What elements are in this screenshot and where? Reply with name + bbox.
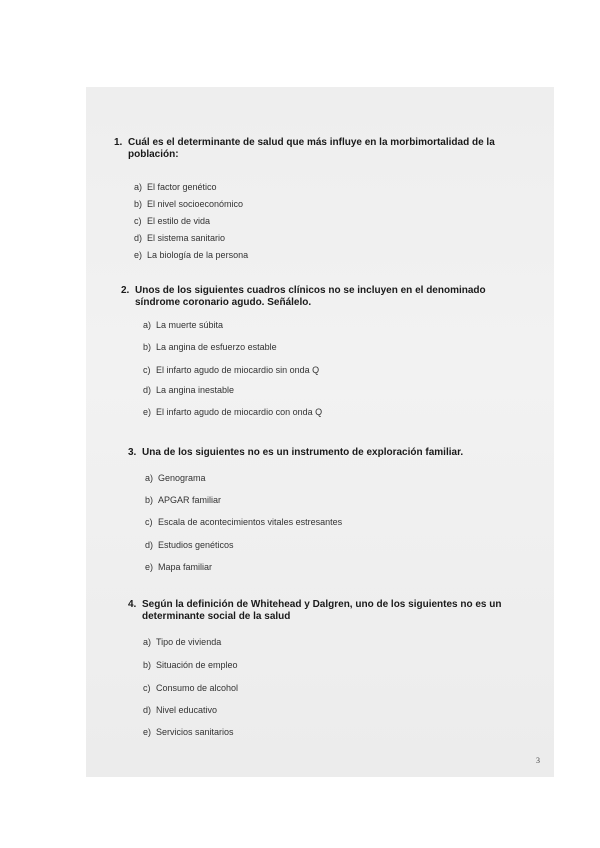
question-number: 1.	[114, 137, 123, 148]
option-text: El infarto agudo de miocardio sin onda Q	[156, 365, 320, 375]
option-letter: a)	[134, 182, 143, 192]
option-letter: c)	[134, 216, 142, 226]
option-2b	[143, 342, 277, 352]
question-text: Una de los siguientes no es un instrumento de exploración familiar.	[142, 447, 464, 458]
question-title	[121, 285, 531, 309]
option-text: Consumo de alcohol	[156, 683, 239, 693]
option-2c	[143, 365, 319, 375]
option-text: Estudios genéticos	[158, 540, 234, 550]
option-text: El infarto agudo de miocardio con onda Q	[156, 407, 323, 417]
question-3	[128, 447, 532, 459]
option-letter: e)	[143, 407, 152, 417]
option-text: APGAR familiar	[158, 495, 222, 505]
option-text: Situación de empleo	[156, 660, 238, 670]
option-text: El sistema sanitario	[147, 233, 226, 243]
question-number: 3.	[128, 447, 137, 458]
option-letter: c)	[145, 517, 153, 527]
option-text: La angina de esfuerzo estable	[156, 342, 277, 352]
exam-page	[86, 87, 554, 777]
option-4b	[143, 660, 238, 670]
option-2d	[143, 385, 234, 395]
option-text: Genograma	[158, 473, 206, 483]
option-letter: b)	[134, 199, 143, 209]
option-2a	[143, 320, 223, 330]
option-letter: e)	[145, 562, 154, 572]
option-3e	[145, 562, 212, 572]
option-3c	[145, 517, 342, 527]
option-text: Tipo de vivienda	[156, 637, 222, 647]
option-letter: b)	[143, 660, 152, 670]
option-text: Servicios sanitarios	[156, 727, 234, 737]
option-4c	[143, 683, 238, 693]
option-text: Escala de acontecimientos vitales estresantes	[158, 517, 343, 527]
option-letter: d)	[134, 233, 143, 243]
question-text: Cuál es el determinante de salud que más influye en la morbimortalidad de la población:	[128, 137, 495, 160]
option-letter: a)	[143, 320, 152, 330]
option-4e	[143, 727, 234, 737]
option-letter: d)	[143, 385, 152, 395]
option-3b	[145, 495, 221, 505]
option-letter: c)	[143, 683, 151, 693]
option-text: La muerte súbita	[156, 320, 224, 330]
option-letter: a)	[143, 637, 152, 647]
option-4d	[143, 705, 217, 715]
question-title	[114, 137, 532, 161]
question-text: Según la definición de Whitehead y Dalgren, uno de los siguientes no es un determinante social de la salud	[142, 599, 502, 622]
option-letter: d)	[145, 540, 154, 550]
question-number: 4.	[128, 599, 137, 610]
option-letter: e)	[143, 727, 152, 737]
option-letter: b)	[145, 495, 154, 505]
option-3d	[145, 540, 234, 550]
option-text: La angina inestable	[156, 385, 235, 395]
option-text: El nivel socioeconómico	[147, 199, 244, 209]
option-3a	[145, 473, 206, 483]
option-1d	[134, 233, 225, 243]
option-letter: d)	[143, 705, 152, 715]
option-1b	[134, 199, 243, 209]
option-letter: c)	[143, 365, 151, 375]
option-1e	[134, 250, 248, 260]
option-4a	[143, 637, 221, 647]
option-letter: e)	[134, 250, 143, 260]
option-1a	[134, 182, 217, 192]
option-letter: b)	[143, 342, 152, 352]
question-title	[128, 599, 532, 623]
option-1c	[134, 216, 210, 226]
page-number: 3	[536, 756, 540, 765]
question-4	[128, 599, 532, 623]
question-2	[121, 285, 531, 309]
option-2e	[143, 407, 322, 417]
question-1	[114, 137, 532, 161]
question-text: Unos de los siguientes cuadros clínicos no se incluyen en el denominado síndrome coronario agudo. Señálelo.	[135, 285, 486, 308]
option-text: Nivel educativo	[156, 705, 218, 715]
question-title	[128, 447, 532, 459]
option-letter: a)	[145, 473, 154, 483]
question-number: 2.	[121, 285, 130, 296]
option-text: La biología de la persona	[147, 250, 249, 260]
option-text: El factor genético	[147, 182, 217, 192]
option-text: Mapa familiar	[158, 562, 213, 572]
option-text: El estilo de vida	[147, 216, 211, 226]
